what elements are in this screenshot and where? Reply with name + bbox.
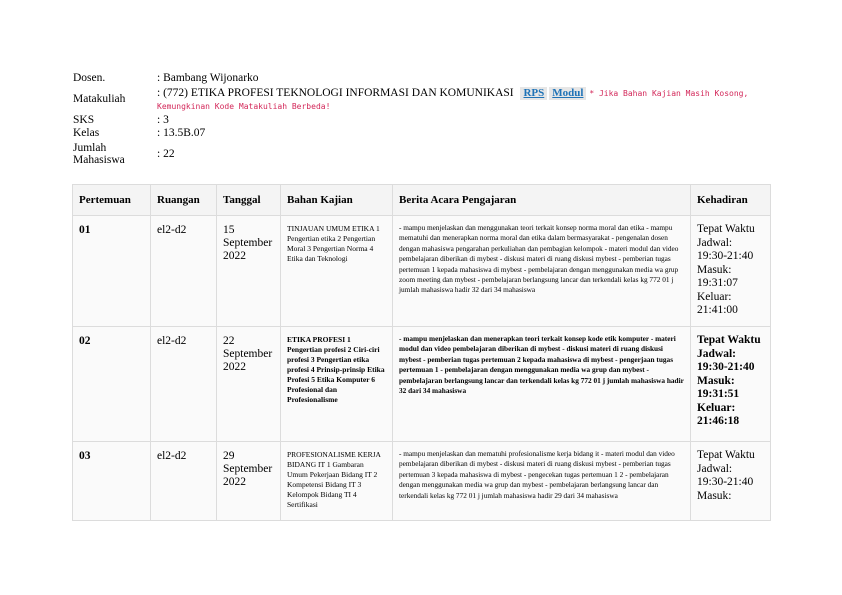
tanggal-cell: 22 September 2022: [217, 327, 281, 442]
sks-row: [73, 114, 773, 127]
dosen-row: [73, 72, 773, 86]
rps-link[interactable]: RPS: [520, 87, 547, 100]
table-row: [73, 442, 771, 521]
berita-acara-table: [72, 184, 770, 521]
header-ruangan: Ruangan: [151, 185, 217, 216]
kode-matakuliah-note: * Jika Bahan Kajian Masih Kosong, Kemungkinan Kode Matakuliah Berbeda!: [157, 88, 749, 111]
kelas-label: Kelas: [73, 127, 100, 139]
dosen-label: Dosen.: [73, 72, 106, 84]
bahan-kajian-cell: ETIKA PROFESI 1 Pengertian profesi 2 Ciri-ciri profesi 3 Pengertian etika profesi 4 Prinsip-prinsip Etika Profesi 5 Etika Komputer 6 Profesional dan Profesionalisme: [281, 327, 393, 442]
bahan-kajian-cell: TINJAUAN UMUM ETIKA 1 Pengertian etika 2 Pengertian Moral 3 Pengertian Norma 4 Etika dan Teknologi: [281, 216, 393, 327]
jumlah-value: : 22: [157, 147, 175, 160]
table-row: [73, 327, 771, 442]
header-kehadiran: Kehadiran: [691, 185, 771, 216]
kehadiran-cell: Tepat Waktu Jadwal: 19:30-21:40 Masuk: 19:31:51 Keluar: 21:46:18: [691, 327, 771, 442]
pertemuan-cell: 03: [73, 442, 151, 521]
tanggal-cell: 15 September 2022: [217, 216, 281, 327]
ruangan-cell: el2-d2: [151, 216, 217, 327]
dosen-value: : Bambang Wijonarko: [157, 72, 259, 84]
table-row: [73, 216, 771, 327]
matakuliah-value-group: [157, 87, 773, 113]
kelas-row: [73, 127, 773, 141]
course-info: [73, 72, 773, 167]
header-bahan-kajian: Bahan Kajian: [281, 185, 393, 216]
matakuliah-row: [73, 86, 773, 113]
berita-acara-cell: - mampu menjelaskan dan menggunakan teori terkait konsep norma moral dan etika - mampu mematuhi dan menerapkan norma moral dan etika dalam bermasyarakat - pengenalan dosen dengan mahasiswa pengarahan perkuliahan dan pembagian kelompok - materi modul dan video pembelajaran diberikan di mybest - diskusi materi di ruang diskusi mybest - pemberian tugas pertemuan 1 kepada mahasiswa di mybest - pembelajaran dengan menggunakan media wa grup zoom meeting dan mybest - pembelajaran berlangsung lancar dan terkendali kelas kg 772 01 j jumlah mahasiswa hadir 32 dari 34 mahasiswa: [393, 216, 691, 327]
pertemuan-cell: 01: [73, 216, 151, 327]
table-header-row: [73, 185, 771, 216]
header-pertemuan: Pertemuan: [73, 185, 151, 216]
pertemuan-cell: 02: [73, 327, 151, 442]
header-berita-acara: Berita Acara Pengajaran: [393, 185, 691, 216]
tanggal-cell: 29 September 2022: [217, 442, 281, 521]
jumlah-row: [73, 141, 773, 167]
kehadiran-cell: Tepat Waktu Jadwal: 19:30-21:40 Masuk:: [691, 442, 771, 521]
modul-link[interactable]: Modul: [549, 87, 586, 100]
matakuliah-label: Matakuliah: [73, 93, 126, 105]
kehadiran-cell: Tepat Waktu Jadwal: 19:30-21:40 Masuk: 19:31:07 Keluar: 21:41:00: [691, 216, 771, 327]
ruangan-cell: el2-d2: [151, 327, 217, 442]
berita-acara-cell: - mampu menjelaskan dan mematuhi profesionalisme kerja bidang it - materi modul dan video pembelajaran diberikan di mybest - diskusi materi di ruang diskusi mybest - pemberian tugas pertemuan 3 kepada mahasiswa di mybest - pengecekan tugas pertemuan 1 2 - pembelajaran dengan menggunakan media wa grup dan mybest - pembelajaran berlangsung lancar dan terkendali kelas kg 772 01 j jumlah mahasiswa hadir 29 dari 34 mahasiswa: [393, 442, 691, 521]
kelas-value: : 13.5B.07: [157, 127, 206, 139]
header-tanggal: Tanggal: [217, 185, 281, 216]
ruangan-cell: el2-d2: [151, 442, 217, 521]
sks-value: : 3: [157, 114, 169, 126]
bahan-kajian-cell: PROFESIONALISME KERJA BIDANG IT 1 Gambaran Umum Pekerjaan Bidang IT 2 Kompetensi Bidang IT 3 Kelompok Bidang TI 4 Sertifikasi: [281, 442, 393, 521]
sks-label: SKS: [73, 114, 95, 126]
jumlah-label: Jumlah Mahasiswa: [73, 142, 125, 166]
matakuliah-value: : (772) ETIKA PROFESI TEKNOLOGI INFORMASI DAN KOMUNIKASI: [157, 86, 514, 99]
berita-acara-cell: - mampu menjelaskan dan menerapkan teori terkait konsep kode etik komputer - materi modul dan video pembelajaran diberikan di mybest - diskusi materi di ruang diskusi mybest - pemberian tugas pertemuan 2 kepada mahasiswa di mybest - pengerjaan tugas pertemuan 1 - pembelajaran dengan menggunakan media wa grup dan mybest - pembelajaran berlangsung lancar dan terkendali kelas kg 772 01 j jumlah mahasiswa hadir 32 dari 34 mahasiswa: [393, 327, 691, 442]
